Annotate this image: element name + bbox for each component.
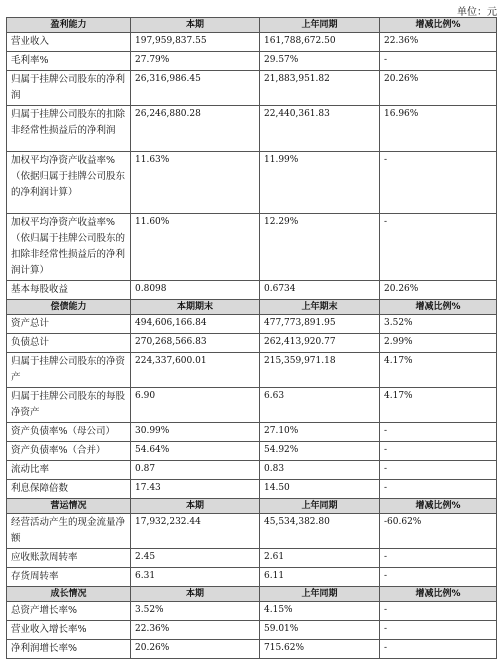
value-cell: 3.52% bbox=[131, 602, 260, 621]
column-header: 上年同期 bbox=[260, 587, 380, 602]
value-cell: 11.99% bbox=[260, 152, 380, 214]
table-row bbox=[7, 480, 497, 499]
row-label-cell: 净利润增长率% bbox=[7, 640, 131, 659]
value-cell: 11.60% bbox=[131, 214, 260, 281]
value-cell: 54.92% bbox=[260, 442, 380, 461]
value-cell: 3.52% bbox=[380, 315, 497, 334]
row-label-cell: 毛利率% bbox=[7, 52, 131, 71]
value-cell: - bbox=[380, 602, 497, 621]
table-row bbox=[7, 106, 497, 152]
table-row bbox=[7, 353, 497, 388]
column-header: 上年同期 bbox=[260, 499, 380, 514]
value-cell: - bbox=[380, 480, 497, 499]
row-label-cell: 经营活动产生的现金流量净额 bbox=[7, 514, 131, 549]
value-cell: 2.45 bbox=[131, 549, 260, 568]
row-label-cell: 归属于挂牌公司股东的净利润 bbox=[7, 71, 131, 106]
value-cell: 30.99% bbox=[131, 423, 260, 442]
table-row bbox=[7, 281, 497, 300]
value-cell: 11.63% bbox=[131, 152, 260, 214]
value-cell: 6.63 bbox=[260, 388, 380, 423]
value-cell: 494,606,166.84 bbox=[131, 315, 260, 334]
value-cell: 17.43 bbox=[131, 480, 260, 499]
value-cell: - bbox=[380, 568, 497, 587]
value-cell: 59.01% bbox=[260, 621, 380, 640]
table-row bbox=[7, 640, 497, 659]
row-label-cell: 总资产增长率% bbox=[7, 602, 131, 621]
row-label-cell: 负债总计 bbox=[7, 334, 131, 353]
table-row bbox=[7, 214, 497, 281]
row-label-cell: 营业收入增长率% bbox=[7, 621, 131, 640]
value-cell: 262,413,920.77 bbox=[260, 334, 380, 353]
section-header-row bbox=[7, 587, 497, 602]
table-row bbox=[7, 621, 497, 640]
value-cell: 0.83 bbox=[260, 461, 380, 480]
column-header: 增减比例% bbox=[380, 499, 497, 514]
value-cell: - bbox=[380, 640, 497, 659]
column-header: 成长情况 bbox=[7, 587, 131, 602]
value-cell: 4.17% bbox=[380, 353, 497, 388]
row-label-cell: 归属于挂牌公司股东的扣除非经常性损益后的净利润 bbox=[7, 106, 131, 152]
value-cell: 17,932,232.44 bbox=[131, 514, 260, 549]
column-header: 本期期末 bbox=[131, 300, 260, 315]
value-cell: - bbox=[380, 442, 497, 461]
row-label-cell: 存货周转率 bbox=[7, 568, 131, 587]
value-cell: 20.26% bbox=[380, 281, 497, 300]
table-row bbox=[7, 602, 497, 621]
column-header: 增减比例% bbox=[380, 300, 497, 315]
column-header: 上年期末 bbox=[260, 300, 380, 315]
row-label-cell: 资产总计 bbox=[7, 315, 131, 334]
value-cell: 20.26% bbox=[380, 71, 497, 106]
value-cell: 2.99% bbox=[380, 334, 497, 353]
column-header: 营运情况 bbox=[7, 499, 131, 514]
value-cell: 2.61 bbox=[260, 549, 380, 568]
table-row bbox=[7, 152, 497, 214]
table-row bbox=[7, 33, 497, 52]
unit-label: 单位：元 bbox=[457, 7, 497, 18]
column-header: 本期 bbox=[131, 499, 260, 514]
row-label-cell: 资产负债率%（母公司） bbox=[7, 423, 131, 442]
table-row bbox=[7, 568, 497, 587]
value-cell: 22,440,361.83 bbox=[260, 106, 380, 152]
value-cell: 197,959,837.55 bbox=[131, 33, 260, 52]
value-cell: 45,534,382.80 bbox=[260, 514, 380, 549]
value-cell: 215,359,971.18 bbox=[260, 353, 380, 388]
value-cell: - bbox=[380, 152, 497, 214]
value-cell: - bbox=[380, 621, 497, 640]
value-cell: 224,337,600.01 bbox=[131, 353, 260, 388]
table-row bbox=[7, 514, 497, 549]
value-cell: 161,788,672.50 bbox=[260, 33, 380, 52]
value-cell: 270,268,566.83 bbox=[131, 334, 260, 353]
row-label-cell: 营业收入 bbox=[7, 33, 131, 52]
section-header-row bbox=[7, 18, 497, 33]
value-cell: 16.96% bbox=[380, 106, 497, 152]
value-cell: - bbox=[380, 549, 497, 568]
value-cell: 4.15% bbox=[260, 602, 380, 621]
column-header: 偿债能力 bbox=[7, 300, 131, 315]
table-row bbox=[7, 549, 497, 568]
table-row bbox=[7, 71, 497, 106]
value-cell: 54.64% bbox=[131, 442, 260, 461]
table-row bbox=[7, 461, 497, 480]
value-cell: 6.31 bbox=[131, 568, 260, 587]
column-header: 本期 bbox=[131, 18, 260, 33]
table-row bbox=[7, 442, 497, 461]
row-label-cell: 流动比率 bbox=[7, 461, 131, 480]
table-row bbox=[7, 388, 497, 423]
value-cell: 715.62% bbox=[260, 640, 380, 659]
value-cell: 27.10% bbox=[260, 423, 380, 442]
value-cell: 14.50 bbox=[260, 480, 380, 499]
table-row bbox=[7, 423, 497, 442]
value-cell: 22.36% bbox=[131, 621, 260, 640]
value-cell: 477,773,891.95 bbox=[260, 315, 380, 334]
value-cell: - bbox=[380, 423, 497, 442]
table-row bbox=[7, 315, 497, 334]
value-cell: 29.57% bbox=[260, 52, 380, 71]
financial-indicators-table bbox=[6, 17, 497, 659]
column-header: 上年同期 bbox=[260, 18, 380, 33]
value-cell: 0.87 bbox=[131, 461, 260, 480]
column-header: 增减比例% bbox=[380, 587, 497, 602]
value-cell: 6.90 bbox=[131, 388, 260, 423]
value-cell: 20.26% bbox=[131, 640, 260, 659]
value-cell: 26,316,986.45 bbox=[131, 71, 260, 106]
value-cell: - bbox=[380, 461, 497, 480]
row-label-cell: 应收账款周转率 bbox=[7, 549, 131, 568]
value-cell: 12.29% bbox=[260, 214, 380, 281]
value-cell: 0.8098 bbox=[131, 281, 260, 300]
value-cell: 4.17% bbox=[380, 388, 497, 423]
row-label-cell: 加权平均净资产收益率%（依归属于挂牌公司股东的扣除非经常性损益后的净利润计算） bbox=[7, 214, 131, 281]
row-label-cell: 归属于挂牌公司股东的每股净资产 bbox=[7, 388, 131, 423]
section-header-row bbox=[7, 300, 497, 315]
table-row bbox=[7, 52, 497, 71]
row-label-cell: 归属于挂牌公司股东的净资产 bbox=[7, 353, 131, 388]
value-cell: - bbox=[380, 214, 497, 281]
value-cell: 22.36% bbox=[380, 33, 497, 52]
value-cell: 26,246,880.28 bbox=[131, 106, 260, 152]
value-cell: - bbox=[380, 52, 497, 71]
section-header-row bbox=[7, 499, 497, 514]
value-cell: -60.62% bbox=[380, 514, 497, 549]
column-header: 增减比例% bbox=[380, 18, 497, 33]
row-label-cell: 利息保障倍数 bbox=[7, 480, 131, 499]
value-cell: 27.79% bbox=[131, 52, 260, 71]
column-header: 本期 bbox=[131, 587, 260, 602]
column-header: 盈利能力 bbox=[7, 18, 131, 33]
value-cell: 21,883,951.82 bbox=[260, 71, 380, 106]
row-label-cell: 资产负债率%（合并） bbox=[7, 442, 131, 461]
value-cell: 6.11 bbox=[260, 568, 380, 587]
row-label-cell: 加权平均净资产收益率%（依据归属于挂牌公司股东的净利润计算） bbox=[7, 152, 131, 214]
row-label-cell: 基本每股收益 bbox=[7, 281, 131, 300]
value-cell: 0.6734 bbox=[260, 281, 380, 300]
table-row bbox=[7, 334, 497, 353]
